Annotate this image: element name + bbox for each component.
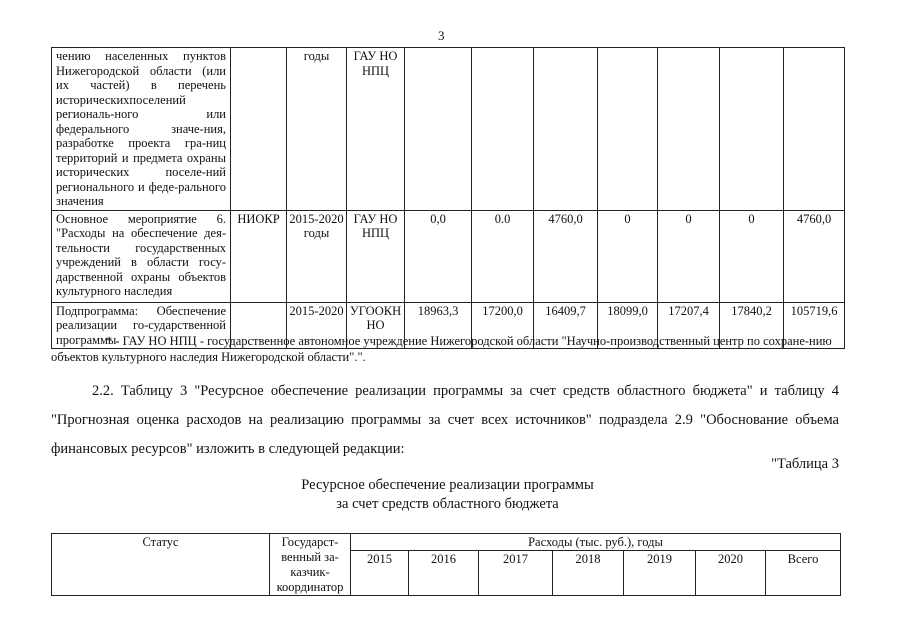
row-value-2017 [534, 48, 598, 211]
row-executor: ГАУ НО НПЦ [347, 210, 405, 302]
row-value-2018: 18099,0 [598, 302, 658, 349]
row-source [231, 48, 287, 211]
year-header: 2018 [553, 551, 624, 596]
year-header: 2020 [696, 551, 766, 596]
amendment-paragraph: 2.2. Таблицу 3 "Ресурсное обеспечение реализации программы за счет средств областного бюджета" и таблицу 4 "Прогнозная оценка расходов на реализацию программы за счет всех источников" подраздела 2.9 "Обоснование объема финансовых ресурсов" изложить в следующей редакции: [51, 383, 839, 457]
row-period: 2015-2020 [287, 302, 347, 349]
customer-header: Государст-венный за-казчик-координатор [270, 534, 351, 596]
table-header-row [52, 534, 841, 551]
row-value-2017: 4760,0 [534, 210, 598, 302]
row-description: Основное мероприятие 6. "Расходы на обеспечение дея-тельности государственных учреждений в области госу-дарственной охраны объектов культурного наследия [52, 210, 231, 302]
row-description: Подпрограмма: Обеспечение реализации го-сударственной программы [52, 302, 231, 349]
table-title [290, 476, 605, 514]
row-source: НИОКР [231, 210, 287, 302]
expenses-header: Расходы (тыс. руб.), годы [351, 534, 841, 551]
row-value-2016: 0.0 [472, 210, 534, 302]
row-value-total: 105719,6 [784, 302, 845, 349]
row-value-2015: 0,0 [405, 210, 472, 302]
row-value-2016: 17200,0 [472, 302, 534, 349]
row-executor: ГАУ НО НПЦ [347, 48, 405, 211]
year-header: 2015 [351, 551, 409, 596]
table-row [52, 210, 845, 302]
row-value-2019 [658, 48, 720, 211]
table-label: "Таблица 3 [771, 456, 839, 472]
program-table [51, 47, 845, 349]
resource-table [51, 533, 841, 596]
table-title-line-2: за счет средств областного бюджета [336, 496, 559, 512]
row-value-total [784, 48, 845, 211]
row-value-2019: 17207,4 [658, 302, 720, 349]
row-value-2020: 0 [720, 210, 784, 302]
table-title-line-1: Ресурсное обеспечение реализации программы [301, 477, 594, 493]
footnote: * - ГАУ НО НПЦ - государственное автономное учреждение Нижегородской области "Научно-производственный центр по сохране-нию объектов культурного наследия Нижегородской области".". [51, 334, 832, 364]
row-value-2016 [472, 48, 534, 211]
row-period: годы [287, 48, 347, 211]
total-header: Всего [766, 551, 841, 596]
table-row [52, 48, 845, 211]
row-value-total: 4760,0 [784, 210, 845, 302]
row-description: чению населенных пунктов Нижегородской области (или их частей) в перечень историческихпоселений региональ-ного или федерального значе-ния, разработке проекта гра-ниц территорий и предмета охраны исторических поселе-ний регионального и феде-рального значения [52, 48, 231, 211]
row-period: 2015-2020 годы [287, 210, 347, 302]
row-value-2020: 17840,2 [720, 302, 784, 349]
year-header: 2017 [479, 551, 553, 596]
page-number: 3 [438, 28, 445, 43]
row-value-2018: 0 [598, 210, 658, 302]
row-value-2015 [405, 48, 472, 211]
row-value-2018 [598, 48, 658, 211]
row-executor: УГООКН НО [347, 302, 405, 349]
year-header: 2019 [624, 551, 696, 596]
row-value-2017: 16409,7 [534, 302, 598, 349]
status-header: Статус [52, 534, 270, 596]
year-header: 2016 [409, 551, 479, 596]
row-value-2020 [720, 48, 784, 211]
row-value-2015: 18963,3 [405, 302, 472, 349]
row-value-2019: 0 [658, 210, 720, 302]
